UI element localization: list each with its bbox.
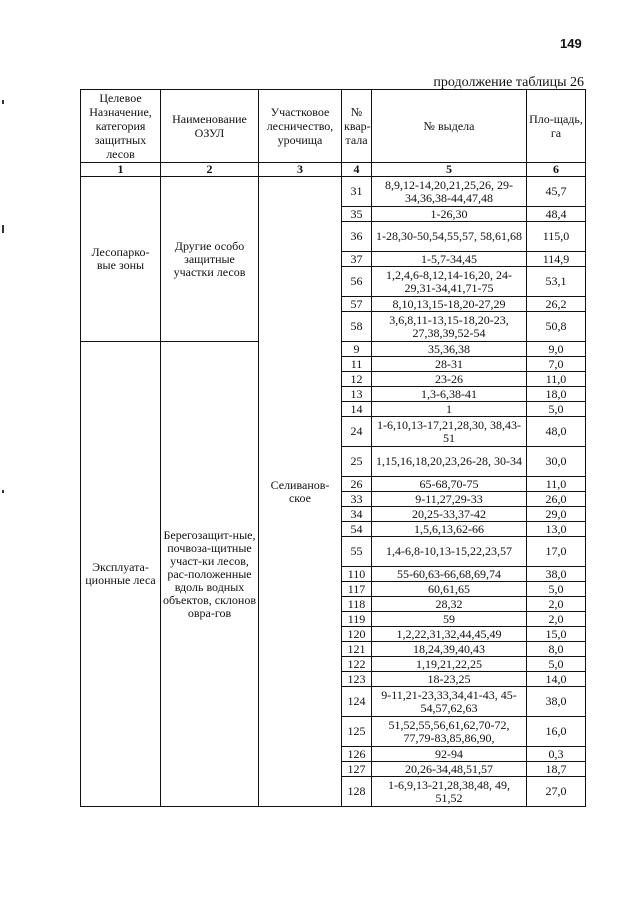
- district-cell: Селиванов-ское: [259, 177, 342, 807]
- quarter-number: 13: [342, 387, 372, 402]
- area-value: 8,0: [527, 642, 586, 657]
- area-value: 38,0: [527, 567, 586, 582]
- quarter-number: 35: [342, 207, 372, 222]
- area-value: 27,0: [527, 777, 586, 807]
- area-value: 2,0: [527, 597, 586, 612]
- quarter-number: 33: [342, 492, 372, 507]
- quarter-number: 9: [342, 342, 372, 357]
- quarter-number: 121: [342, 642, 372, 657]
- quarter-number: 122: [342, 657, 372, 672]
- section-numbers: 35,36,38: [372, 342, 527, 357]
- section-numbers: 8,9,12-14,20,21,25,26, 29-34,36,38-44,47,48: [372, 177, 527, 207]
- quarter-number: 110: [342, 567, 372, 582]
- column-number: 5: [372, 163, 527, 177]
- section-numbers: 20,25-33,37-42: [372, 507, 527, 522]
- area-value: 114,9: [527, 252, 586, 267]
- header-category: Целевое Назначение, категория защитных лесов: [81, 90, 161, 163]
- area-value: 0,3: [527, 747, 586, 762]
- header-ozul: Наименование ОЗУЛ: [161, 90, 259, 163]
- table-row: [81, 177, 586, 207]
- section-numbers: 59: [372, 612, 527, 627]
- section-numbers: 9-11,21-23,33,34,41-43, 45-54,57,62,63: [372, 687, 527, 717]
- area-value: 53,1: [527, 267, 586, 297]
- column-number: 4: [342, 163, 372, 177]
- quarter-number: 34: [342, 507, 372, 522]
- area-value: 2,0: [527, 612, 586, 627]
- section-numbers: 55-60,63-66,68,69,74: [372, 567, 527, 582]
- area-value: 115,0: [527, 222, 586, 252]
- scan-edge-mark: [2, 225, 4, 233]
- quarter-number: 119: [342, 612, 372, 627]
- quarter-number: 11: [342, 357, 372, 372]
- section-numbers: 1,5,6,13,62-66: [372, 522, 527, 537]
- quarter-number: 128: [342, 777, 372, 807]
- section-numbers: 28-31: [372, 357, 527, 372]
- section-numbers: 1-6,9,13-21,28,38,48, 49, 51,52: [372, 777, 527, 807]
- area-value: 5,0: [527, 402, 586, 417]
- column-number: 6: [527, 163, 586, 177]
- table-header-row: [81, 90, 586, 163]
- quarter-number: 56: [342, 267, 372, 297]
- column-number: 3: [259, 163, 342, 177]
- section-numbers: 1,2,4,6-8,12,14-16,20, 24-29,31-34,41,71-75: [372, 267, 527, 297]
- area-value: 13,0: [527, 522, 586, 537]
- section-numbers: 65-68,70-75: [372, 477, 527, 492]
- area-value: 45,7: [527, 177, 586, 207]
- section-numbers: 92-94: [372, 747, 527, 762]
- section-numbers: 1-26,30: [372, 207, 527, 222]
- area-value: 5,0: [527, 657, 586, 672]
- scan-edge-mark: [2, 490, 4, 493]
- section-numbers: 60,61,65: [372, 582, 527, 597]
- header-area: Пло-щадь, га: [527, 90, 586, 163]
- page-number: 149: [560, 36, 582, 51]
- quarter-number: 24: [342, 417, 372, 447]
- quarter-number: 124: [342, 687, 372, 717]
- header-district: Участковое лесничество, урочища: [259, 90, 342, 163]
- section-numbers: 1-28,30-50,54,55,57, 58,61,68: [372, 222, 527, 252]
- quarter-number: 118: [342, 597, 372, 612]
- section-numbers: 3,6,8,11-13,15-18,20-23, 27,38,39,52-54: [372, 312, 527, 342]
- quarter-number: 126: [342, 747, 372, 762]
- quarter-number: 37: [342, 252, 372, 267]
- quarter-number: 25: [342, 447, 372, 477]
- table-continuation-label: продолжение таблицы 26: [433, 75, 584, 90]
- quarter-number: 12: [342, 372, 372, 387]
- section-numbers: 1-5,7-34,45: [372, 252, 527, 267]
- quarter-number: 123: [342, 672, 372, 687]
- column-numbers-row: [81, 163, 586, 177]
- section-numbers: 20,26-34,48,51,57: [372, 762, 527, 777]
- area-value: 26,2: [527, 297, 586, 312]
- quarter-number: 31: [342, 177, 372, 207]
- section-numbers: 1,19,21,22,25: [372, 657, 527, 672]
- area-value: 48,4: [527, 207, 586, 222]
- quarter-number: 57: [342, 297, 372, 312]
- category-cell: Эксплуата-ционные леса: [81, 342, 161, 807]
- area-value: 11,0: [527, 477, 586, 492]
- scan-edge-mark: [2, 100, 4, 104]
- section-numbers: 1: [372, 402, 527, 417]
- section-numbers: 18-23,25: [372, 672, 527, 687]
- section-numbers: 1,4-6,8-10,13-15,22,23,57: [372, 537, 527, 567]
- quarter-number: 125: [342, 717, 372, 747]
- column-number: 1: [81, 163, 161, 177]
- header-quarter: № квар-тала: [342, 90, 372, 163]
- area-value: 9,0: [527, 342, 586, 357]
- quarter-number: 14: [342, 402, 372, 417]
- ozul-cell: Другие особо защитные участки лесов: [161, 177, 259, 342]
- area-value: 7,0: [527, 357, 586, 372]
- area-value: 16,0: [527, 717, 586, 747]
- section-numbers: 9-11,27,29-33: [372, 492, 527, 507]
- section-numbers: 51,52,55,56,61,62,70-72, 77,79-83,85,86,90,: [372, 717, 527, 747]
- section-numbers: 28,32: [372, 597, 527, 612]
- area-value: 18,0: [527, 387, 586, 402]
- area-value: 14,0: [527, 672, 586, 687]
- column-number: 2: [161, 163, 259, 177]
- area-value: 30,0: [527, 447, 586, 477]
- area-value: 50,8: [527, 312, 586, 342]
- section-numbers: 1,2,22,31,32,44,45,49: [372, 627, 527, 642]
- area-value: 5,0: [527, 582, 586, 597]
- category-cell: Лесопарко-вые зоны: [81, 177, 161, 342]
- section-numbers: 8,10,13,15-18,20-27,29: [372, 297, 527, 312]
- area-value: 18,7: [527, 762, 586, 777]
- protective-forests-table: [80, 89, 586, 807]
- area-value: 38,0: [527, 687, 586, 717]
- quarter-number: 55: [342, 537, 372, 567]
- section-numbers: 1,15,16,18,20,23,26-28, 30-34: [372, 447, 527, 477]
- section-numbers: 1,3-6,38-41: [372, 387, 527, 402]
- area-value: 17,0: [527, 537, 586, 567]
- quarter-number: 127: [342, 762, 372, 777]
- area-value: 29,0: [527, 507, 586, 522]
- area-value: 48,0: [527, 417, 586, 447]
- section-numbers: 23-26: [372, 372, 527, 387]
- area-value: 26,0: [527, 492, 586, 507]
- area-value: 15,0: [527, 627, 586, 642]
- quarter-number: 58: [342, 312, 372, 342]
- ozul-cell: Берегозащит-ные, почвоза-щитные участ-ки лесов, рас-положенные вдоль водных объектов, склонов овра-гов: [161, 342, 259, 807]
- area-value: 11,0: [527, 372, 586, 387]
- quarter-number: 120: [342, 627, 372, 642]
- section-numbers: 1-6,10,13-17,21,28,30, 38,43-51: [372, 417, 527, 447]
- quarter-number: 26: [342, 477, 372, 492]
- section-numbers: 18,24,39,40,43: [372, 642, 527, 657]
- quarter-number: 54: [342, 522, 372, 537]
- quarter-number: 117: [342, 582, 372, 597]
- quarter-number: 36: [342, 222, 372, 252]
- header-sections: № выдела: [372, 90, 527, 163]
